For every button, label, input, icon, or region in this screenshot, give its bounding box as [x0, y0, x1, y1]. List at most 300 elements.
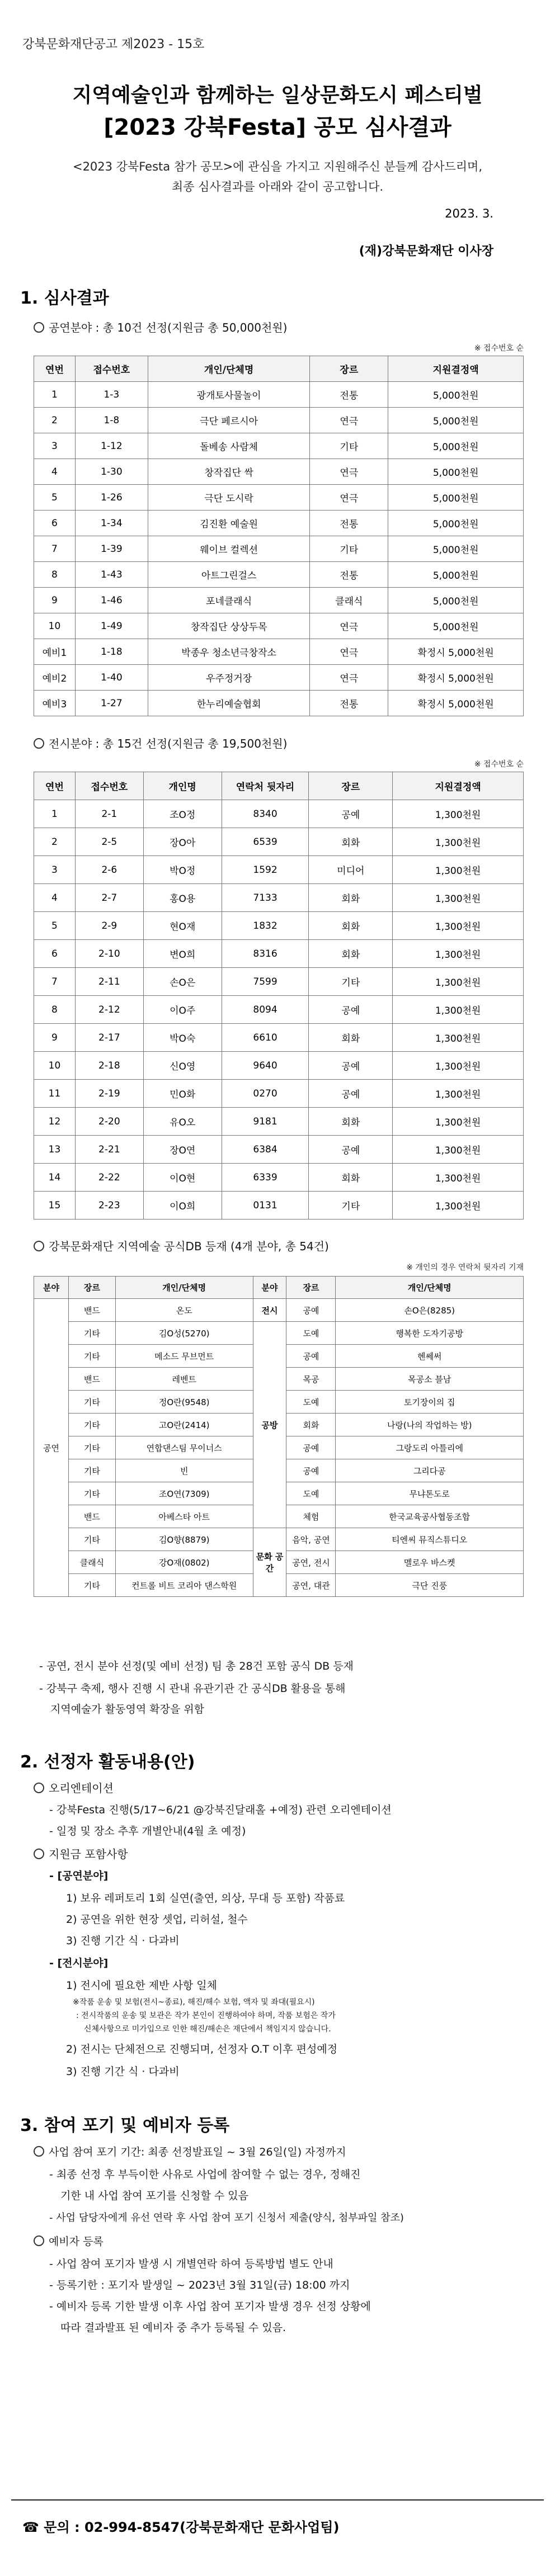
- table-cell: 김O성(5270): [115, 1322, 253, 1345]
- table-cell: 공예: [309, 1052, 393, 1080]
- table-cell: 조O연(7309): [115, 1482, 253, 1505]
- section1-heading: 1. 심사결과: [20, 289, 109, 308]
- table-cell: 연극: [310, 408, 388, 433]
- table-cell: 1,300천원: [393, 1164, 524, 1192]
- table-cell: 5,000천원: [388, 433, 524, 459]
- db-privacy-note: ※ 개인의 경우 연락처 뒷자리 기재: [406, 1263, 524, 1272]
- table-row: [34, 1322, 524, 1345]
- table-cell: 도예: [286, 1482, 336, 1505]
- table-cell: 10: [34, 1052, 76, 1080]
- table-cell: 2-17: [75, 1024, 143, 1052]
- table-cell: 신O영: [143, 1052, 222, 1080]
- table-row: [34, 1192, 524, 1220]
- table-cell: 1,300천원: [393, 1024, 524, 1052]
- table-cell: 1,300천원: [393, 884, 524, 912]
- db-summary: 강북문화재단 지역예술 공식DB 등재 (4개 분야, 총 54건): [34, 1237, 329, 1254]
- table-cell: 3: [34, 433, 76, 459]
- table-cell: 8340: [222, 800, 309, 828]
- table-cell: 1-3: [75, 382, 148, 408]
- table-cell: 기타: [68, 1528, 115, 1551]
- table-cell: 온도: [115, 1299, 253, 1322]
- table-cell: 1-27: [75, 691, 148, 716]
- circle-bullet-icon: [34, 1783, 44, 1793]
- table-cell: 이O현: [143, 1164, 222, 1192]
- exhibition-summary: 전시분야 : 총 15건 선정(지원금 총 19,500천원): [34, 735, 287, 751]
- table-cell: 기타: [68, 1391, 115, 1414]
- intro-line-1: <2023 강북Festa 참가 공모>에 관심을 가지고 지원해주신 분들께 감사드리며,: [72, 160, 483, 173]
- table-cell: 8: [34, 996, 76, 1024]
- table-cell: 공예: [286, 1459, 336, 1482]
- table-cell: 5,000천원: [388, 408, 524, 433]
- table-cell: 회화: [309, 912, 393, 940]
- table-cell: 13: [34, 1136, 76, 1164]
- table-cell: 박O정: [143, 856, 222, 884]
- table-cell: 유O오: [143, 1108, 222, 1136]
- table-cell: 연극: [310, 613, 388, 639]
- table-cell: 연합댄스팀 무이너스: [115, 1436, 253, 1459]
- table-cell: 6610: [222, 1024, 309, 1052]
- table-cell: 기타: [68, 1345, 115, 1368]
- orientation-detail-2: - 일정 및 장소 추후 개별안내(4월 초 예정): [49, 1825, 246, 1837]
- table-row: [34, 1136, 524, 1164]
- table-cell: 1,300천원: [393, 1052, 524, 1080]
- exhibition-note-1: ※작품 운송 및 보험(전시~종료), 해진/해수 보험, 액자 및 좌대(필요시): [73, 1998, 315, 2007]
- table-cell: 전시: [253, 1299, 286, 1322]
- table-row: [34, 1164, 524, 1192]
- table-cell: 손O은: [143, 968, 222, 996]
- table-row: [34, 856, 524, 884]
- table-cell: 체험: [286, 1505, 336, 1528]
- issuer: (재)강북문화재단 이사장: [359, 244, 493, 258]
- table-cell: 우주정거장: [148, 665, 310, 691]
- table-cell: 1-40: [75, 665, 148, 691]
- table-cell: 장르: [309, 772, 393, 800]
- table-cell: 5,000천원: [388, 511, 524, 536]
- table-cell: 2: [34, 828, 76, 856]
- table-cell: 1,300천원: [393, 968, 524, 996]
- db-bullet-3: 지역예술가 활동영역 확장을 위함: [50, 1703, 205, 1715]
- table-cell: 분야: [34, 1277, 69, 1299]
- table-row: [34, 382, 524, 408]
- table-cell: 무냐톤도로: [336, 1482, 524, 1505]
- performance-table: [34, 356, 524, 716]
- table-cell: 7: [34, 536, 76, 562]
- table-cell: 8094: [222, 996, 309, 1024]
- exhibition-table: [34, 772, 524, 1220]
- table-row: [34, 665, 524, 691]
- table-cell: 목공소 블남: [336, 1368, 524, 1391]
- table-row: [34, 884, 524, 912]
- reserve-title: 예비자 등록: [34, 2233, 104, 2248]
- table-cell: 장르: [68, 1277, 115, 1299]
- table-cell: 기타: [310, 433, 388, 459]
- table-cell: 공방: [253, 1322, 286, 1528]
- table-cell: 전통: [310, 511, 388, 536]
- withdraw-detail-3: - 사업 담당자에게 유선 연락 후 사업 참여 포기 신청서 제출(양식, 첨부파일 참조): [49, 2212, 404, 2224]
- table-row: [34, 800, 524, 828]
- table-row: [34, 940, 524, 968]
- table-cell: 2-20: [75, 1108, 143, 1136]
- table-cell: 기타: [68, 1574, 115, 1597]
- table-cell: 2-7: [75, 884, 143, 912]
- phone-icon: ☎: [22, 2520, 39, 2535]
- table-cell: 2-22: [75, 1164, 143, 1192]
- title-line-1: 지역예술인과 함께하는 일상문화도시 페스티벌: [72, 84, 483, 107]
- table-cell: 공예: [286, 1345, 336, 1368]
- table-cell: 1,300천원: [393, 1108, 524, 1136]
- db-table: [34, 1276, 524, 1597]
- table-cell: 2-19: [75, 1080, 143, 1108]
- table-cell: 장르: [310, 356, 388, 382]
- table-cell: 극단 도시락: [148, 485, 310, 511]
- table-cell: 1,300천원: [393, 940, 524, 968]
- table-cell: 1,300천원: [393, 1192, 524, 1220]
- circle-bullet-icon: [34, 2146, 44, 2157]
- table-cell: 2-10: [75, 940, 143, 968]
- exhibition-item-2: 2) 전시는 단체전으로 진행되며, 선정자 O.T 이후 편성예정: [66, 2043, 338, 2055]
- table-cell: 1: [34, 800, 76, 828]
- table-row: [34, 562, 524, 588]
- table-cell: 회화: [309, 1024, 393, 1052]
- table-cell: 연락처 뒷자리: [222, 772, 309, 800]
- table-row: [34, 912, 524, 940]
- table-cell: 공예: [286, 1436, 336, 1459]
- table-header-row: [34, 772, 524, 800]
- table-cell: 음악, 공연: [286, 1528, 336, 1551]
- table-cell: 회화: [309, 1164, 393, 1192]
- table-cell: 접수번호: [75, 772, 143, 800]
- table-cell: 4: [34, 884, 76, 912]
- intro-line-2: 최종 심사결과를 아래와 같이 공고합니다.: [171, 180, 384, 193]
- table-cell: 돌베송 사람체: [148, 433, 310, 459]
- table-cell: 1-12: [75, 433, 148, 459]
- table-row: [34, 691, 524, 716]
- table-cell: 9: [34, 588, 76, 613]
- table-cell: 5,000천원: [388, 562, 524, 588]
- table-cell: 밴드: [68, 1368, 115, 1391]
- table-row: [34, 459, 524, 485]
- table-cell: 레벤트: [115, 1368, 253, 1391]
- table-cell: 9181: [222, 1108, 309, 1136]
- table-cell: 공연, 전시: [286, 1551, 336, 1574]
- table-cell: 1-46: [75, 588, 148, 613]
- table-cell: 개인/단체명: [148, 356, 310, 382]
- table-cell: 민O화: [143, 1080, 222, 1108]
- table-cell: 연극: [310, 459, 388, 485]
- table-cell: 컨트롤 비트 코리아 댄스학원: [115, 1574, 253, 1597]
- table-cell: 9: [34, 1024, 76, 1052]
- table-row: [34, 1052, 524, 1080]
- table-cell: 15: [34, 1192, 76, 1220]
- table-cell: 6339: [222, 1164, 309, 1192]
- table-cell: 5,000천원: [388, 382, 524, 408]
- withdraw-period: 사업 참여 포기 기간: 최종 선정발표일 ~ 3월 26일(일) 자정까지: [34, 2144, 346, 2159]
- circle-bullet-icon: [34, 322, 44, 333]
- table-cell: 그리다공: [336, 1459, 524, 1482]
- table-cell: 공연, 대관: [286, 1574, 336, 1597]
- performance-label: - [공연분야]: [49, 1870, 109, 1882]
- table-cell: 나랑(나의 작업하는 방): [336, 1414, 524, 1436]
- table-cell: 멜로우 바스켓: [336, 1551, 524, 1574]
- notice-number: 강북문화재단공고 제2023 - 15호: [22, 37, 205, 51]
- table-cell: 5,000천원: [388, 485, 524, 511]
- table-cell: 1,300천원: [393, 828, 524, 856]
- table-header-row: [34, 1277, 524, 1299]
- table-cell: 2-12: [75, 996, 143, 1024]
- table-cell: 회화: [309, 884, 393, 912]
- table-cell: 6384: [222, 1136, 309, 1164]
- table-row: [34, 1299, 524, 1322]
- table-cell: 5,000천원: [388, 536, 524, 562]
- table-cell: 홍O용: [143, 884, 222, 912]
- table-cell: 1,300천원: [393, 1136, 524, 1164]
- table-cell: 14: [34, 1164, 76, 1192]
- table-cell: 빈: [115, 1459, 253, 1482]
- support-title: 지원금 포함사항: [34, 1845, 128, 1861]
- table-cell: 조O정: [143, 800, 222, 828]
- table-cell: 포네클래식: [148, 588, 310, 613]
- table-cell: 장O연: [143, 1136, 222, 1164]
- table-cell: 극단 진풍: [336, 1574, 524, 1597]
- table-cell: 아베스타 아트: [115, 1505, 253, 1528]
- table-cell: 손O은(8285): [336, 1299, 524, 1322]
- table-cell: 1,300천원: [393, 1080, 524, 1108]
- table-cell: 개인명: [143, 772, 222, 800]
- table-cell: 기타: [68, 1482, 115, 1505]
- table-cell: 행복한 도자기공방: [336, 1322, 524, 1345]
- table-cell: 김진환 예술원: [148, 511, 310, 536]
- table-cell: 회화: [309, 828, 393, 856]
- title-line-2: [2023 강북Festa] 공모 심사결과: [104, 115, 451, 140]
- table-cell: 토기장이의 집: [336, 1391, 524, 1414]
- table-cell: 웨이브 컬렉션: [148, 536, 310, 562]
- table-cell: 7133: [222, 884, 309, 912]
- exhibition-note-2: : 전시작품의 운송 및 보관은 작가 본인이 진행하여야 하며, 작품 보험은 작가: [76, 2011, 336, 2020]
- table-cell: 지원결정액: [393, 772, 524, 800]
- table-cell: 1-34: [75, 511, 148, 536]
- table-cell: 밴드: [68, 1505, 115, 1528]
- contact-footer: [22, 2516, 339, 2536]
- table-cell: 10: [34, 613, 76, 639]
- table-cell: 확정시 5,000천원: [388, 691, 524, 716]
- table-cell: 강O재(0802): [115, 1551, 253, 1574]
- table-cell: 이O주: [143, 996, 222, 1024]
- table-cell: 1-26: [75, 485, 148, 511]
- performance-item-3: 3) 진행 기간 식 · 다과비: [66, 1935, 180, 1947]
- table-cell: 한누리예술협회: [148, 691, 310, 716]
- table-cell: 1-49: [75, 613, 148, 639]
- table-cell: 1,300천원: [393, 800, 524, 828]
- footer-divider: [11, 2499, 544, 2501]
- reserve-detail-4: 따라 결과발표 된 예비자 중 추가 등록될 수 있음.: [60, 2322, 286, 2334]
- performance-item-2: 2) 공연을 위한 현장 셋업, 리허설, 철수: [66, 1913, 248, 1926]
- table-cell: 전통: [310, 562, 388, 588]
- table-cell: 도예: [286, 1322, 336, 1345]
- table-cell: 1,300천원: [393, 996, 524, 1024]
- table-cell: 5: [34, 485, 76, 511]
- table-cell: 0131: [222, 1192, 309, 1220]
- table-cell: 도예: [286, 1391, 336, 1414]
- table-cell: 0270: [222, 1080, 309, 1108]
- table-cell: 6: [34, 940, 76, 968]
- table-cell: 기타: [309, 968, 393, 996]
- section3-heading: 3. 참여 포기 및 예비자 등록: [20, 2116, 230, 2135]
- table-row: [34, 536, 524, 562]
- table-row: [34, 1108, 524, 1136]
- table-cell: 극단 페르시아: [148, 408, 310, 433]
- circle-bullet-icon: [34, 1241, 44, 1251]
- table-cell: 2: [34, 408, 76, 433]
- table-cell: 5,000천원: [388, 459, 524, 485]
- table-cell: 전통: [310, 382, 388, 408]
- table-row: [34, 1080, 524, 1108]
- table-cell: 접수번호: [75, 356, 148, 382]
- contact-text: 문의 : 02-994-8547(강북문화재단 문화사업팀): [44, 2520, 340, 2535]
- performance-item-1: 1) 보유 레퍼토리 1회 실연(출연, 의상, 무대 등 포함) 작품료: [66, 1892, 345, 1904]
- table-cell: 연극: [310, 639, 388, 665]
- table-cell: 클래식: [310, 588, 388, 613]
- table-cell: 창작집단 상상두목: [148, 613, 310, 639]
- table-cell: 미디어: [309, 856, 393, 884]
- table-cell: 이O희: [143, 1192, 222, 1220]
- table-cell: 공예: [309, 996, 393, 1024]
- table-cell: 기타: [309, 1192, 393, 1220]
- table-cell: 클래식: [68, 1551, 115, 1574]
- table-cell: 장르: [286, 1277, 336, 1299]
- table-cell: 회화: [309, 940, 393, 968]
- table-cell: 연극: [310, 485, 388, 511]
- table-cell: 1-39: [75, 536, 148, 562]
- table-cell: 예비1: [34, 639, 76, 665]
- table-cell: 기타: [68, 1436, 115, 1459]
- table-cell: 9640: [222, 1052, 309, 1080]
- table-cell: 공예: [286, 1299, 336, 1322]
- table-cell: 아트그린걸스: [148, 562, 310, 588]
- table-cell: 1-43: [75, 562, 148, 588]
- table-cell: 연극: [310, 665, 388, 691]
- table-row: [34, 485, 524, 511]
- table-cell: 정O란(9548): [115, 1391, 253, 1414]
- table-cell: 1832: [222, 912, 309, 940]
- table-cell: 광개토사물놀이: [148, 382, 310, 408]
- table-cell: 7: [34, 968, 76, 996]
- performance-summary: 공연분야 : 총 10건 선정(지원금 총 50,000천원): [34, 319, 287, 335]
- table-cell: 창작집단 싹: [148, 459, 310, 485]
- table-row: [34, 968, 524, 996]
- reserve-detail-2: - 등록기한 : 포기자 발생일 ~ 2023년 3월 31일(금) 18:00 까지: [49, 2279, 350, 2291]
- table-cell: 1-30: [75, 459, 148, 485]
- performance-sort-note: ※ 접수번호 순: [474, 344, 524, 353]
- table-cell: 2-21: [75, 1136, 143, 1164]
- reserve-detail-3: - 예비자 등록 기한 발생 이후 사업 참여 포기자 발생 경우 선정 상황에: [49, 2300, 371, 2313]
- table-cell: 박O숙: [143, 1024, 222, 1052]
- table-row: [34, 828, 524, 856]
- table-cell: 기타: [68, 1414, 115, 1436]
- table-cell: 한국교육공사협동조합: [336, 1505, 524, 1528]
- table-row: [34, 408, 524, 433]
- table-cell: 현O재: [143, 912, 222, 940]
- table-cell: 지원결정액: [388, 356, 524, 382]
- table-header-row: [34, 356, 524, 382]
- table-cell: 12: [34, 1108, 76, 1136]
- circle-bullet-icon: [34, 2235, 44, 2246]
- table-row: [34, 433, 524, 459]
- table-cell: 기타: [68, 1322, 115, 1345]
- table-cell: 그랑도리 아틀리에: [336, 1436, 524, 1459]
- orientation-title: 오리엔테이션: [34, 1779, 114, 1795]
- table-cell: 3: [34, 856, 76, 884]
- table-cell: 1-18: [75, 639, 148, 665]
- table-cell: 헨쎄써: [336, 1345, 524, 1368]
- table-cell: 개인/단체명: [336, 1277, 524, 1299]
- table-cell: 1,300천원: [393, 856, 524, 884]
- exhibition-sort-note: ※ 접수번호 순: [474, 760, 524, 769]
- table-cell: 2-11: [75, 968, 143, 996]
- table-cell: 7599: [222, 968, 309, 996]
- table-cell: 개인/단체명: [115, 1277, 253, 1299]
- withdraw-detail-2: 기한 내 사업 참여 포기를 신청할 수 있음: [60, 2190, 248, 2202]
- table-cell: 회화: [286, 1414, 336, 1436]
- table-cell: 메소드 무브먼트: [115, 1345, 253, 1368]
- table-cell: 회화: [309, 1108, 393, 1136]
- table-cell: 공예: [309, 1136, 393, 1164]
- table-row: [34, 613, 524, 639]
- table-cell: 6539: [222, 828, 309, 856]
- table-cell: 예비2: [34, 665, 76, 691]
- table-cell: 2-18: [75, 1052, 143, 1080]
- table-cell: 기타: [68, 1459, 115, 1482]
- table-cell: 예비3: [34, 691, 76, 716]
- withdraw-detail-1: - 최종 선정 후 부득이한 사유로 사업에 참여할 수 없는 경우, 정해진: [49, 2168, 361, 2181]
- notice-date: 2023. 3.: [445, 207, 493, 220]
- table-cell: 문화 공간: [253, 1528, 286, 1597]
- table-cell: 2-6: [75, 856, 143, 884]
- table-cell: 연번: [34, 356, 76, 382]
- orientation-detail-1: - 강북Festa 진행(5/17~6/21 @강북진달래홀 +예정) 관련 오리엔테이션: [49, 1804, 392, 1816]
- exhibition-note-3: 신체사항으로 미가입으로 인한 해진/해손은 재단에서 책임지지 않습니다.: [84, 2025, 331, 2034]
- table-cell: 분야: [253, 1277, 286, 1299]
- table-cell: 전통: [310, 691, 388, 716]
- table-cell: 박종우 청소년극창작소: [148, 639, 310, 665]
- table-cell: 공예: [309, 1080, 393, 1108]
- exhibition-item-1: 1) 전시에 필요한 제반 사항 일체: [66, 1979, 217, 1992]
- exhibition-label: - [전시분야]: [49, 1957, 109, 1969]
- table-cell: 1,300천원: [393, 912, 524, 940]
- table-cell: 2-5: [75, 828, 143, 856]
- exhibition-item-3: 3) 진행 기간 식 · 다과비: [66, 2065, 180, 2078]
- section2-heading: 2. 선정자 활동내용(안): [20, 1752, 195, 1772]
- table-cell: 고O란(2414): [115, 1414, 253, 1436]
- table-cell: 2-9: [75, 912, 143, 940]
- table-cell: 김O향(8879): [115, 1528, 253, 1551]
- table-row: [34, 588, 524, 613]
- circle-bullet-icon: [34, 738, 44, 749]
- table-cell: 1592: [222, 856, 309, 884]
- table-cell: 기타: [310, 536, 388, 562]
- table-cell: 공연: [34, 1299, 69, 1597]
- table-cell: 연번: [34, 772, 76, 800]
- table-cell: 6: [34, 511, 76, 536]
- table-cell: 밴드: [68, 1299, 115, 1322]
- db-bullet-2: - 강북구 축제, 행사 진행 시 관내 유관기관 간 공식DB 활용을 통해: [39, 1682, 346, 1695]
- table-cell: 티엔씨 뮤직스튜디오: [336, 1528, 524, 1551]
- table-row: [34, 1528, 524, 1551]
- table-cell: 장O아: [143, 828, 222, 856]
- table-cell: 1-8: [75, 408, 148, 433]
- table-cell: 5: [34, 912, 76, 940]
- db-bullet-1: - 공연, 전시 분야 선정(및 예비 선정) 팀 총 28건 포함 공식 DB 등재: [39, 1660, 354, 1672]
- table-cell: 4: [34, 459, 76, 485]
